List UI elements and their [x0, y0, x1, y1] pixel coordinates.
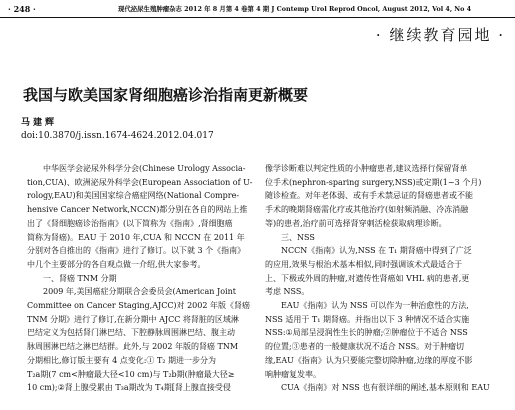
paragraph-line: 分期相比,修订版主要有 4 点变化:① T₂ 期进一步分为 — [27, 355, 217, 365]
section-heading-nss: 三、NSS — [281, 232, 315, 242]
paragraph-line: CUA《指南》对 NSS 也有很详细的阐述,基本原则和 EAU — [281, 383, 490, 393]
paragraph-line: 响肿瘤复发率。 — [265, 369, 321, 379]
paragraph-line: 中华医学会泌尿外科学分会(Chinese Urology Associa- — [43, 164, 246, 173]
paragraph-line: 巴结定义为包括肾门淋巴结、下腔静脉周围淋巴结、腹主动 — [27, 328, 235, 338]
body-right-column — [265, 162, 505, 395]
paragraph-line: Committee on Cancer Staging,AJCC)对 2002 年版《肾癌 — [27, 301, 250, 311]
journal-running-head: 现代泌尿生殖肿瘤杂志 2012 年 8 月第 4 卷第 4 期 J Contemp Urol Reprod Oncol, August 2012, Vol 4, No 4 — [118, 5, 472, 13]
paragraph-line: 等)的患者,治疗前可选择肾穿刺活检获取病理诊断。 — [265, 218, 447, 228]
paragraph-line: hensive Cancer Network,NCCN)都分别在各自的网站上推 — [27, 205, 248, 215]
paragraph-line: 的应用,效果与根治术基本相似,同时强调该术式最适合于 — [265, 259, 463, 269]
paragraph-line: NCCN《指南》认为,NSS 在 T₁ 期肾癌中得到了广泛 — [281, 246, 472, 256]
section-heading-tnm: 一、肾癌 TNM 分期 — [43, 273, 117, 283]
paragraph-line: tion,CUA)、欧洲泌尿外科学会(European Association of U- — [27, 177, 253, 187]
article-title: 我国与欧美国家肾细胞癌诊治指南更新概要 — [23, 86, 309, 104]
paragraph-line: NSS 适用于 T₁ 期肾癌。并指出以下 3 种情况不适合实施 — [265, 314, 470, 324]
paragraph-line: 简称为肾癌)。EAU 于 2010 年,CUA 和 NCCN 在 2011 年 — [27, 232, 245, 242]
paragraph-line: 2009 年,美国癌症分期联合会委员会(American Joint — [43, 287, 236, 297]
section-label: · 继续教育园地 · — [375, 26, 505, 44]
article-doi: doi:10.3870/j.issn.1674-4624.2012.04.017 — [21, 131, 214, 141]
paragraph-line: 像学诊断难以判定性质的小肿瘤患者,建议选择行保留肾单 — [265, 164, 468, 173]
paragraph-line: NSS:①局部呈浸润性生长的肿瘤;②肿瘤位于不适合 NSS — [265, 328, 468, 338]
paragraph-line: 上、下极或外周的肿瘤,对遗传性肾癌如 VHL 病的患者,更 — [265, 273, 470, 283]
body-left-column — [27, 162, 259, 395]
paragraph-line: EAU《指南》认为 NSS 可以作为一种治愈性的方法, — [281, 301, 469, 311]
paragraph-line: rology,EAU)和美国国家综合癌症网络(National Compre- — [27, 191, 240, 201]
paragraph-line: 出了《肾细胞癌诊治指南》(以下简称为《指南》,肾细胞癌 — [27, 218, 233, 228]
paragraph-line: 手术的晚期肾癌需化疗或其他治疗(如射频消融、冷冻消融 — [265, 205, 469, 215]
article-author: 马建辉 — [21, 118, 58, 128]
header-rule — [0, 17, 515, 18]
paragraph-line: 10 cm);②肾上腺受累由 T₃a期改为 T₄期[肾上腺直接受侵 — [27, 383, 231, 393]
paragraph-line: 缘,EAU《指南》认为只要能完整切除肿瘤,边缘的厚度不影 — [265, 355, 473, 365]
paragraph-line: 位手术(nephron-sparing surgery,NSS)或定期(1~3 个月) — [265, 177, 482, 187]
paragraph-line: 随诊检查。对年老体弱、或有手术禁忌证的肾癌患者或不能 — [265, 191, 473, 201]
paragraph-line: 的位置;③患者的一般健康状况不适合 NSS。对于肿瘤切 — [265, 342, 465, 352]
paragraph-line: 考虑 NSS。 — [265, 287, 310, 297]
running-header — [0, 0, 515, 22]
page-number: · 248 · — [8, 4, 36, 14]
paragraph-line: TNM 分期》进行了修订,在新分期中 AJCC 将肾脏的区域淋 — [27, 314, 239, 324]
paragraph-line: T₂a期(7 cm<肿瘤最大径<10 cm)与 T₂b期(肿瘤最大径≥ — [27, 369, 235, 379]
paragraph-line: 中几个主要部分的各自观点做一介绍,供大家参考。 — [27, 259, 206, 269]
paragraph-line: 脉周围淋巴结之淋巴结群。此外,与 2002 年版的肾癌 TNM — [27, 342, 239, 352]
paragraph-line: 分别对各自推出的《指南》进行了修订。以下就 3 个《指南》 — [27, 246, 246, 256]
